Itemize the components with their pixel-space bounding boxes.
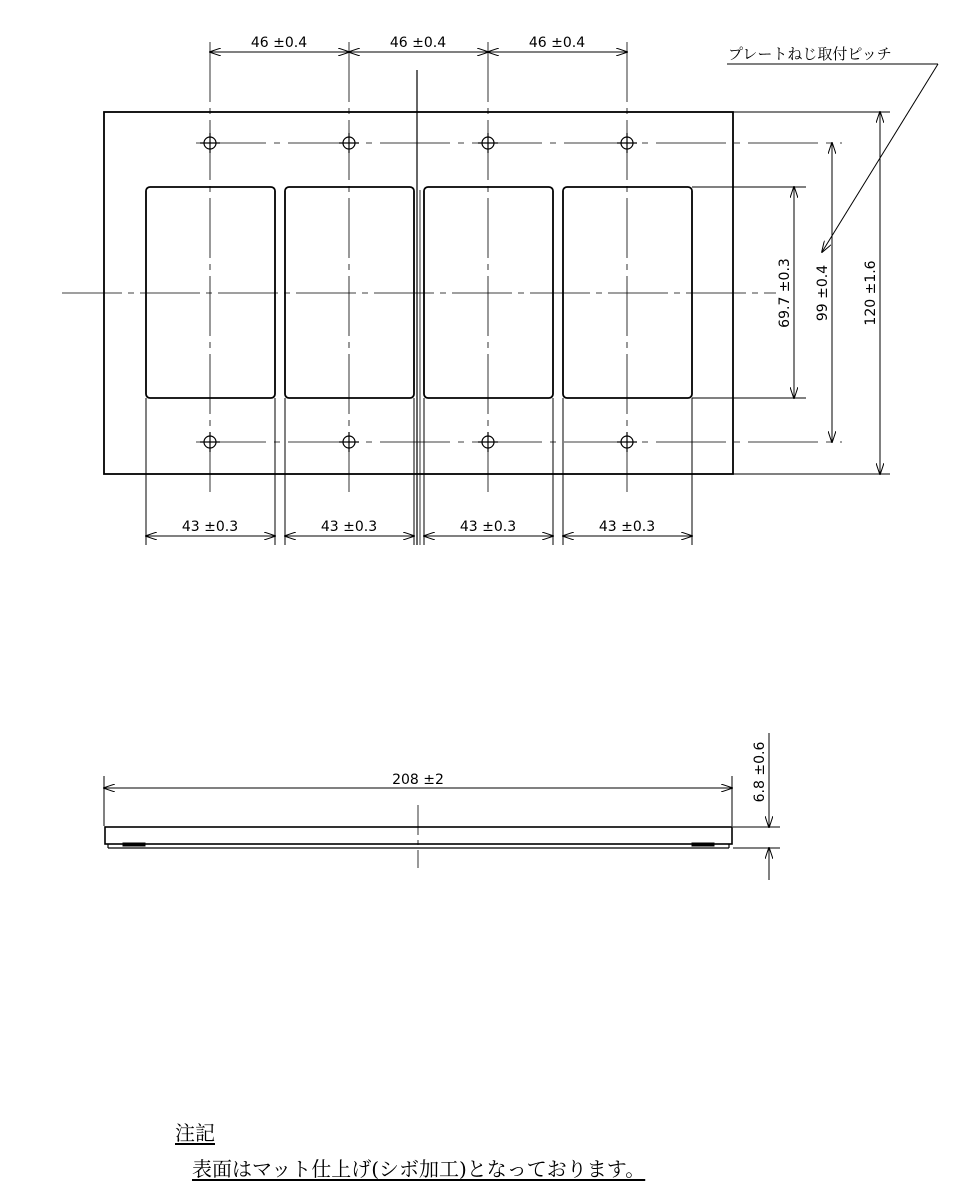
plate-thickness-dim: 6.8 ±0.6 [752, 741, 768, 803]
screw-hole-icon [339, 432, 359, 452]
side-plate-outline [105, 827, 732, 844]
opening-dim-3: 43 ±0.3 [459, 519, 517, 535]
screw-hole-icon [617, 133, 637, 153]
screw-vertical-pitch-dim: 99 ±0.4 [815, 264, 831, 322]
opening-3 [424, 187, 553, 398]
pitch-dim-2: 46 ±0.4 [389, 35, 447, 51]
pitch-dim-3: 46 ±0.4 [528, 35, 586, 51]
side-foot-right [692, 843, 714, 846]
screw-centerlines [210, 42, 627, 492]
screw-pitch-label: プレートねじ取付ピッチ [728, 45, 892, 63]
screw-hole-icon [200, 432, 220, 452]
screw-hole-icon [339, 133, 359, 153]
plate-width-dim: 208 ±2 [392, 772, 444, 788]
side-dimension-texts [392, 742, 768, 803]
notes-body: 表面はマット仕上げ(シボ加工)となっております。 [192, 1157, 646, 1181]
opening-dim-1: 43 ±0.3 [181, 519, 239, 535]
opening-2 [285, 187, 414, 398]
opening-1 [146, 187, 275, 398]
screw-holes [200, 133, 637, 452]
opening-height-dim: 69.7 ±0.3 [777, 258, 793, 328]
front-dimension-texts [182, 35, 892, 535]
openings [146, 187, 692, 398]
opening-dim-4: 43 ±0.3 [598, 519, 656, 535]
opening-4 [563, 187, 692, 398]
side-foot-left [123, 843, 145, 846]
notes-title: 注記 [175, 1121, 215, 1145]
screw-hole-icon [617, 432, 637, 452]
front-view [62, 42, 938, 545]
pitch-dim-1: 46 ±0.4 [250, 35, 308, 51]
screw-hole-icon [478, 432, 498, 452]
opening-dim-2: 43 ±0.3 [320, 519, 378, 535]
screw-hole-icon [200, 133, 220, 153]
side-view [104, 733, 780, 880]
screw-hole-icon [478, 133, 498, 153]
plate-height-dim: 120 ±1.6 [863, 260, 879, 326]
